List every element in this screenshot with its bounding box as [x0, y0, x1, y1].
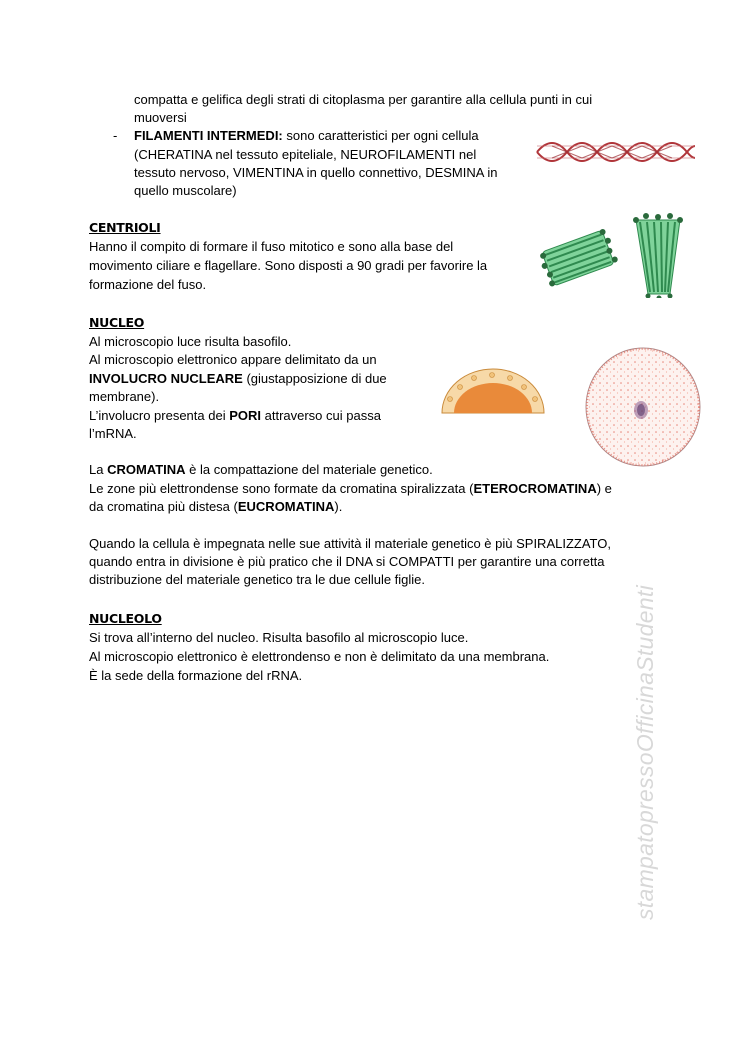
- cromatina-line-3-pre: da cromatina più distesa (: [89, 499, 238, 514]
- nucleolo-heading: NUCLEOLO: [89, 611, 162, 626]
- nucleo-line-5: [89, 407, 381, 425]
- centrioles-illustration: [540, 210, 690, 298]
- cromatina-line-1-pre: La: [89, 462, 108, 477]
- nucleo-line-3-rest: (giustapposizione di due: [242, 371, 387, 386]
- cromatina-line-3: [89, 498, 342, 516]
- nucleo-line-4: membrane).: [89, 389, 160, 404]
- involucro-nucleare-term: INVOLUCRO NUCLEARE: [89, 371, 243, 386]
- centrioli-line-3: formazione del fuso.: [89, 277, 207, 292]
- nuclear-envelope-illustration: [440, 367, 546, 415]
- nucleo-line-5-pre: L’involucro presenta dei: [89, 408, 230, 423]
- centrioli-line-2: movimento ciliare e flagellare. Sono disposti a 90 gradi per favorire la: [89, 258, 488, 273]
- nucleo-line-6: l’mRNA.: [89, 426, 137, 441]
- filamenti-line-4: quello muscolare): [134, 183, 237, 198]
- filamenti-line-3: tessuto nervoso, VIMENTINA in quello connettivo, DESMINA in: [134, 165, 498, 180]
- attivita-line-1: Quando la cellula è impegnata nelle sue attività il materiale genetico è più SPIRALIZZATO,: [89, 536, 611, 551]
- nucleo-line-3: [89, 370, 387, 388]
- eterocromatina-term: ETEROCROMATINA: [473, 481, 597, 496]
- pori-term: PORI: [229, 408, 261, 423]
- bullet-dash: -: [113, 128, 118, 143]
- nucleus-illustration: [584, 346, 702, 468]
- nucleo-line-5-rest: attraverso cui passa: [261, 408, 381, 423]
- attivita-line-3: distribuzione del materiale genetico tra le due cellule figlie.: [89, 572, 426, 587]
- nucleolo-line-2: Al microscopio elettronico è elettrondenso e non è delimitato da una membrana.: [89, 649, 550, 664]
- cromatina-line-3-rest: ).: [334, 499, 343, 514]
- cromatina-line-1-rest: è la compattazione del materiale genetico.: [185, 462, 433, 477]
- nucleo-line-2: Al microscopio elettronico appare delimitato da un: [89, 352, 377, 367]
- filamenti-title: FILAMENTI INTERMEDI:: [134, 128, 283, 143]
- intro-line-2: muoversi: [134, 110, 187, 125]
- nucleo-heading: NUCLEO: [89, 315, 145, 330]
- intro-line-1: compatta e gelifica degli strati di citoplasma per garantire alla cellula punti in cui: [134, 92, 593, 107]
- eucromatina-term: EUCROMATINA: [237, 499, 335, 514]
- cromatina-line-2-pre: Le zone più elettrondense sono formate da cromatina spiralizzata (: [89, 481, 474, 496]
- cromatina-line-2-rest: ) e: [596, 481, 612, 496]
- cromatina-line-1: [89, 461, 433, 479]
- nucleolo-line-3: È la sede della formazione del rRNA.: [89, 668, 303, 683]
- watermark: stampatopressoOfficinaStudenti: [632, 584, 658, 920]
- cromatina-line-2: [89, 480, 612, 498]
- filamenti-line-1-rest: sono caratteristici per ogni cellula: [282, 128, 479, 143]
- centrioli-line-1: Hanno il compito di formare il fuso mitotico e sono alla base del: [89, 239, 454, 254]
- centrioli-heading: CENTRIOLI: [89, 220, 161, 235]
- intermediate-filament-illustration: [535, 140, 697, 164]
- filamenti-line-2: (CHERATINA nel tessuto epiteliale, NEUROFILAMENTI nel: [134, 147, 477, 162]
- cromatina-term: CROMATINA: [107, 462, 186, 477]
- attivita-line-2: quando entra in divisione è più pratico che il DNA si COMPATTI per garantire una corretta: [89, 554, 605, 569]
- nucleo-line-1: Al microscopio luce risulta basofilo.: [89, 334, 292, 349]
- nucleolo-line-1: Si trova all’interno del nucleo. Risulta basofilo al microscopio luce.: [89, 630, 469, 645]
- filamenti-line-1: [134, 127, 479, 145]
